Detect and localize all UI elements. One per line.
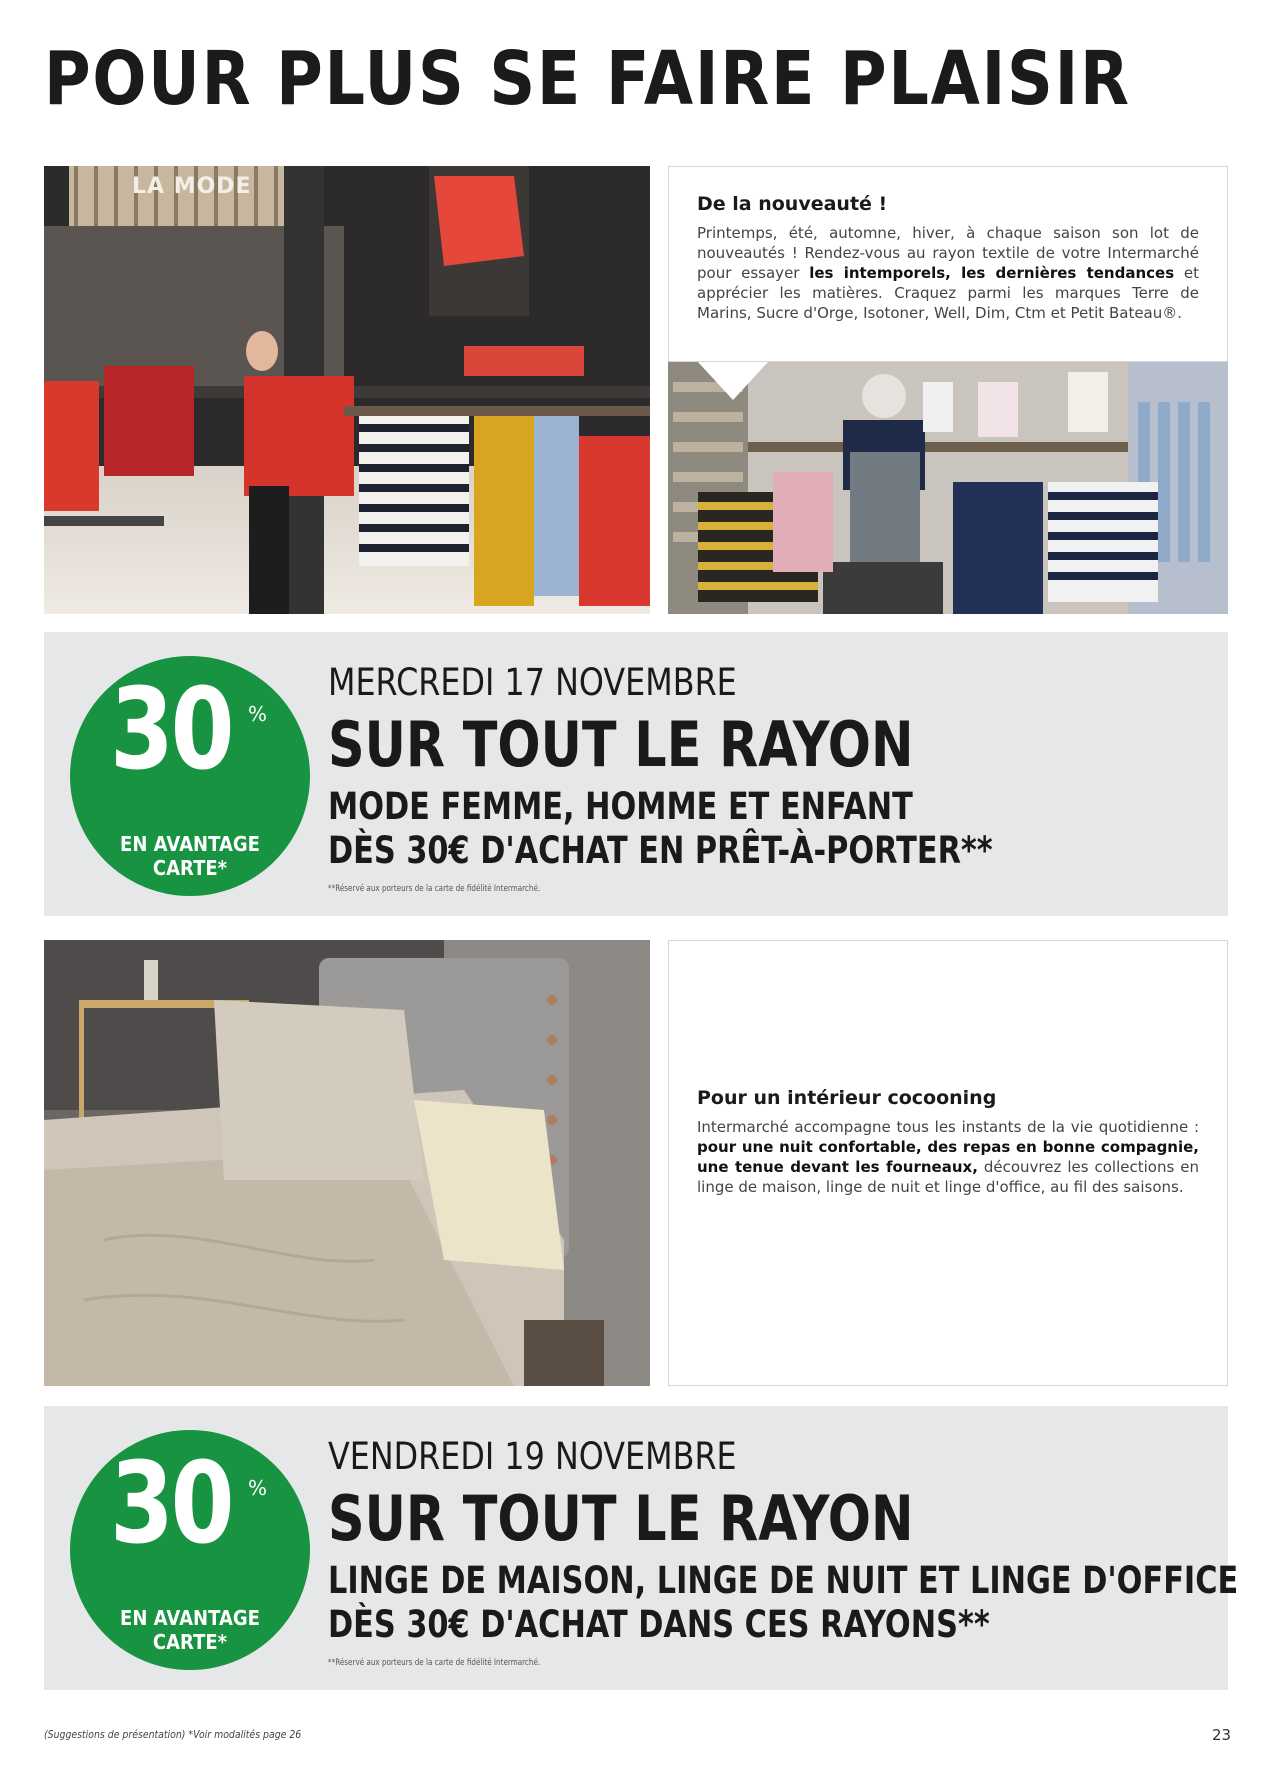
discount-percent-sign: % <box>248 702 268 726</box>
fashion-box-text-bold: les intemporels, les dernières tendances <box>809 264 1175 282</box>
promo-banner-linen <box>44 1406 1239 1690</box>
discount-value: 30 <box>110 1439 232 1569</box>
page-number: 23 <box>1212 1726 1232 1744</box>
kids-clothing-photo <box>668 362 1228 614</box>
promo-line-1: LINGE DE MAISON, LINGE DE NUIT ET LINGE D'OFFICE <box>328 1559 1239 1602</box>
promo-legal-note: **Réservé aux porteurs de la carte de fidélité Intermarché. <box>328 1658 541 1668</box>
discount-percent-sign: % <box>248 1476 268 1500</box>
home-box-heading: Pour un intérieur cocooning <box>697 1087 997 1109</box>
promo-line-2: DÈS 30€ D'ACHAT DANS CES RAYONS** <box>328 1603 990 1646</box>
promo-line-1: MODE FEMME, HOMME ET ENFANT <box>328 785 913 828</box>
discount-caption: EN AVANTAGE CARTE* <box>120 1606 260 1654</box>
promo-line-2: DÈS 30€ D'ACHAT EN PRÊT-À-PORTER** <box>328 829 993 872</box>
page-title: POUR PLUS SE FAIRE PLAISIR <box>44 36 1131 122</box>
promo-headline: SUR TOUT LE RAYON <box>328 708 914 781</box>
discount-value: 30 <box>110 665 232 795</box>
discount-caption: EN AVANTAGE CARTE* <box>120 832 260 880</box>
home-box-text: Intermarché accompagne tous les instants de la vie quotidienne : pour une nuit confortable, des repas en bonne compagnie, une tenue devant les fourneaux, découvrez les collections en linge de maison, linge de nuit et linge d'office, au fil des saisons. <box>697 1118 1199 1196</box>
bedroom-photo <box>44 940 650 1386</box>
promo-date: VENDREDI 19 NOVEMBRE <box>328 1435 737 1478</box>
discount-badge <box>70 656 310 896</box>
promo-date: MERCREDI 17 NOVEMBRE <box>328 661 737 704</box>
home-info-box <box>668 940 1228 1386</box>
fashion-info-box <box>668 166 1228 362</box>
fashion-box-heading: De la nouveauté ! <box>697 193 888 215</box>
promo-banner-fashion <box>44 632 1228 916</box>
footer-note: (Suggestions de présentation) *Voir modalités page 26 <box>44 1728 302 1741</box>
home-box-text-bold: pour une nuit confortable, des repas en bonne compagnie, une tenue devant les fourneaux, <box>697 1138 1199 1176</box>
fashion-store-photo <box>44 166 650 614</box>
promo-legal-note: **Réservé aux porteurs de la carte de fidélité Intermarché. <box>328 884 541 894</box>
promo-headline: SUR TOUT LE RAYON <box>328 1482 914 1555</box>
speech-pointer <box>698 362 768 400</box>
store-sign: LA MODE <box>132 174 252 199</box>
discount-badge <box>70 1430 310 1670</box>
fashion-box-text: Printemps, été, automne, hiver, à chaque saison son lot de nouveautés ! Rendez-vous au rayon textile de votre Intermarché pour essayer les intemporels, les dernières tendances et apprécier les matières. Craquez parmi les marques Terre de Marins, Sucre d'Orge, Isotoner, Well, Dim, Ctm et Petit Bateau®. <box>697 224 1199 322</box>
